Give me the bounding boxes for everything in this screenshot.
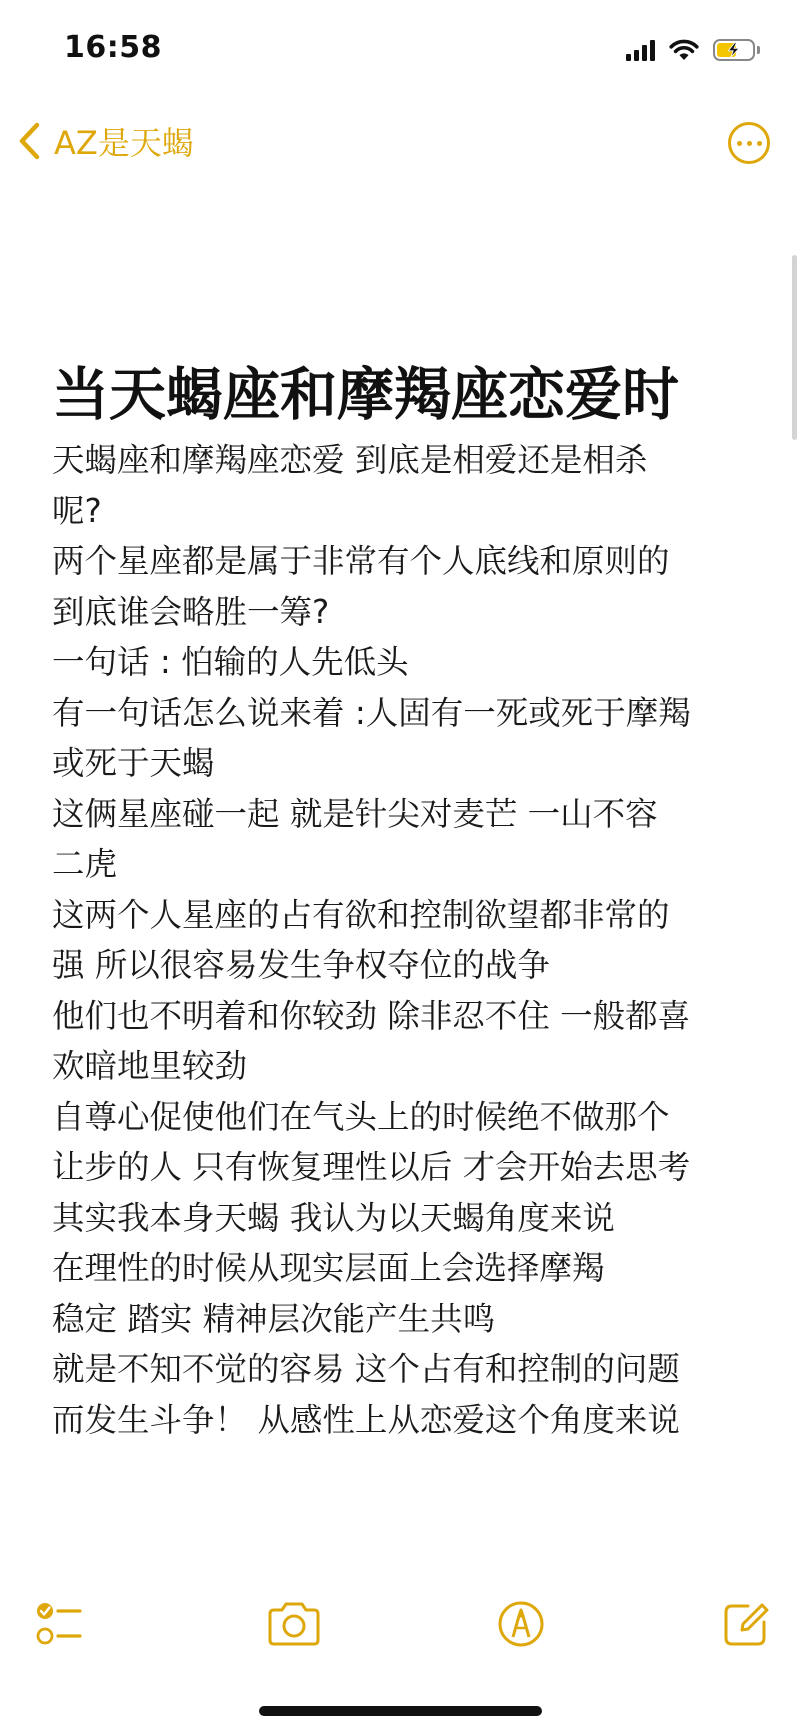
more-options-button[interactable] [728,122,770,164]
note-line: 到底谁会略胜一筹? [52,592,330,631]
status-icons [626,34,760,66]
back-button-label: AZ是天蝎 [54,124,194,162]
note-line: 这俩星座碰一起 就是针尖对麦芒 一山不容 [52,794,658,833]
checklist-icon [36,1600,90,1648]
cellular-signal-icon [626,39,655,61]
note-line: 呢? [52,491,102,530]
back-button[interactable] [18,118,194,164]
camera-button[interactable] [266,1600,320,1648]
battery-icon [713,39,755,61]
ellipsis-dot [747,141,752,146]
note-line: 其实我本身天蝎 我认为以天蝎角度来说 [52,1198,615,1237]
home-indicator[interactable] [259,1706,542,1716]
ellipsis-dot [757,141,762,146]
note-body[interactable] [52,435,772,1445]
chevron-left-icon [18,122,40,160]
note-line: 欢暗地里较劲 [52,1047,248,1085]
note-line: 或死于天蝎 [52,744,215,782]
scroll-indicator[interactable] [792,255,797,440]
markup-button[interactable] [497,1600,551,1648]
note-line: 有一句话怎么说来着 :人固有一死或死于摩羯 [52,693,691,732]
battery-group [713,39,760,61]
markup-pen-icon [497,1600,545,1648]
note-line: 自尊心促使他们在气头上的时候绝不做那个 [52,1097,670,1136]
note-line: 他们也不明着和你较劲 除非忍不住 一般都喜 [52,996,691,1035]
compose-icon [722,1600,770,1648]
note-line: 二虎 [52,845,118,883]
note-line: 两个星座都是属于非常有个人底线和原则的 [52,542,670,580]
note-title[interactable]: 当天蝎座和摩羯座恋爱时 [52,362,679,428]
note-line: 让步的人 只有恢复理性以后 才会开始去思考 [52,1148,691,1186]
ellipsis-dot [737,141,742,146]
note-line: 强 所以很容易发生争权夺位的战争 [52,946,550,984]
note-line: 在理性的时候从现实层面上会选择摩羯 [52,1249,605,1287]
wifi-icon [669,39,699,61]
note-line: 就是不知不觉的容易 这个占有和控制的问题 [52,1350,680,1388]
note-line: 稳定 踏实 精神层次能产生共鸣 [52,1299,496,1338]
note-line: 天蝎座和摩羯座恋爱 到底是相爱还是相杀 [52,441,648,479]
battery-cap [757,46,760,54]
camera-icon [266,1600,322,1648]
note-line: 一句话 : 怕输的人先低头 [52,643,409,681]
status-time: 16:58 [64,30,162,65]
checklist-button[interactable] [36,1600,90,1648]
charging-bolt-icon [715,41,753,59]
note-line: 而发生斗争！ 从感性上从恋爱这个角度来说 [52,1400,680,1439]
compose-button[interactable] [722,1600,776,1648]
note-line: 这两个人星座的占有欲和控制欲望都非常的 [52,895,670,934]
